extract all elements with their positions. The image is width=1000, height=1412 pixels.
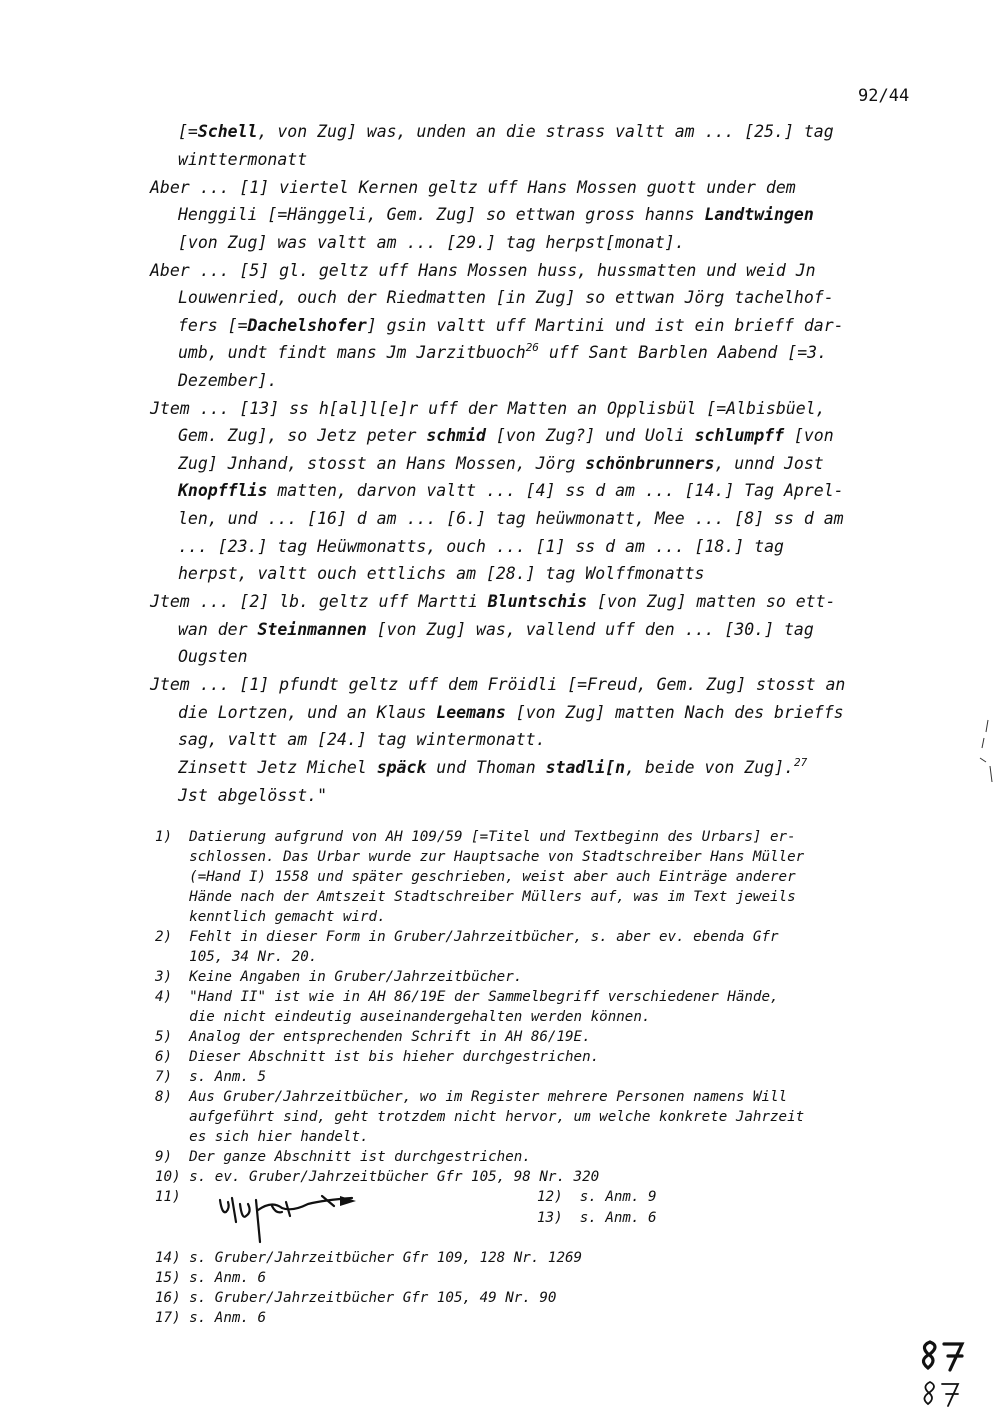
body-line: [178, 426, 834, 446]
body-line: [178, 288, 834, 308]
footnote-line: 13) s. Anm. 6: [537, 1210, 657, 1226]
footnote-line: Hände nach der Amtszeit Stadtschreiber Müllers auf, was im Text jeweils: [155, 889, 796, 905]
body-text-run: und Thoman: [426, 758, 546, 777]
body-text-run: stadli[n: [545, 758, 626, 777]
body-line: [178, 703, 844, 723]
footnote-line: 1) Datierung aufgrund von AH 109/59 [=Titel und Textbeginn des Urbars] er-: [155, 829, 796, 845]
body-text-run: [von: [784, 426, 834, 445]
body-text-run: Jtem ... [2] lb. geltz uff Martti: [150, 592, 488, 611]
footnote-line: aufgeführt sind, geht trotzdem nicht hervor, um welche konkrete Jahrzeit: [155, 1109, 805, 1125]
footnote-line: es sich hier handelt.: [155, 1129, 369, 1145]
footnote-line: (=Hand I) 1558 und später geschrieben, weist aber auch Einträge anderer: [155, 869, 796, 885]
body-line: [178, 509, 844, 529]
body-text-run: matten, darvon valtt ... [4] ss d am ... [14.] Tag Aprel-: [267, 481, 844, 500]
body-text-run: len, und ... [16] d am ... [6.] tag heüwmonatt, Mee ... [8] ss d am: [178, 509, 844, 528]
body-line: [178, 647, 248, 667]
body-line: [150, 178, 796, 198]
body-text-run: [von Zug] matten so ett-: [587, 592, 836, 611]
body-text-run: [von Zug] was, vallend uff den ... [30.] tag: [366, 620, 814, 639]
body-text-run: ... [23.] tag Heüwmonatts, ouch ... [1] ss d am ... [18.] tag: [178, 537, 784, 556]
body-text-run: Aber ... [1] viertel Kernen geltz uff Hans Mossen guott under dem: [150, 178, 796, 197]
body-line: [178, 122, 834, 142]
body-text-run: [von Zug] was valtt am ... [29.] tag herpst[monat].: [178, 233, 685, 252]
footnote-line: 6) Dieser Abschnitt ist bis hieher durchgestrichen.: [155, 1049, 600, 1065]
body-line: [178, 316, 844, 336]
body-text-run: Henggili [=Hänggeli, Gem. Zug] so ettwan gross hanns: [178, 205, 705, 224]
body-text-run: Jtem ... [13] ss h[al]l[e]r uff der Matten an Opplisbül [=Albisbüel,: [150, 399, 826, 418]
body-text-run: Gem. Zug], so Jetz peter: [178, 426, 427, 445]
body-text-run: wan der: [178, 620, 258, 639]
footnote-line: 2) Fehlt in dieser Form in Gruber/Jahrzeitbücher, s. aber ev. ebenda Gfr: [155, 929, 779, 945]
footnote-line: 9) Der ganze Abschnitt ist durchgestrichen.: [155, 1149, 531, 1165]
body-text-run: umb, undt findt mans Jm Jarzitbuoch: [178, 343, 526, 362]
body-text-run: sag, valtt am [24.] tag wintermonatt.: [178, 730, 546, 749]
footnote-line: 5) Analog der entsprechenden Schrift in AH 86/19E.: [155, 1029, 591, 1045]
body-line: [178, 786, 327, 806]
body-text-run: [von Zug] matten Nach des brieffs: [505, 703, 844, 722]
body-text-run: Louwenried, ouch der Riedmatten [in Zug] so ettwan Jörg tachelhof-: [178, 288, 834, 307]
body-text-run: [von Zug?] und Uoli: [485, 426, 695, 445]
body-text-run: Zinsett Jetz Michel: [178, 758, 377, 777]
footnote-line: 8) Aus Gruber/Jahrzeitbücher, wo im Register mehrere Personen namens Will: [155, 1089, 788, 1105]
body-text-run: , von Zug] was, unden an die strass valtt am ... [25.] tag: [257, 122, 834, 141]
body-line: [178, 371, 277, 391]
body-text-run: 26: [525, 341, 539, 354]
body-text-run: Schell: [197, 122, 258, 141]
footnote-line: 17) s. Anm. 6: [155, 1310, 267, 1326]
footnote-line: 4) "Hand II" ist wie in AH 86/19E der Sammelbegriff verschiedener Hände,: [155, 989, 779, 1005]
body-text-run: Ougsten: [178, 647, 248, 666]
handwritten-page-stamp: [916, 1334, 976, 1412]
body-line: [178, 205, 814, 225]
body-text-run: 27: [793, 756, 808, 769]
body-line: [178, 343, 827, 363]
body-text-run: schlumpff: [694, 426, 784, 445]
body-text-run: späck: [376, 758, 427, 777]
body-text-run: , unnd Jost: [714, 454, 824, 473]
footnote-line: 14) s. Gruber/Jahrzeitbücher Gfr 109, 128 Nr. 1269: [155, 1250, 583, 1266]
body-text-run: Jtem ... [1] pfundt geltz uff dem Fröidli [=Freud, Gem. Zug] stosst an: [150, 675, 846, 694]
body-line: [178, 564, 705, 584]
body-text-run: Aber ... [5] gl. geltz uff Hans Mossen huss, hussmatten und weid Jn: [150, 261, 816, 280]
footnote-line: kenntlich gemacht wird.: [155, 909, 386, 925]
body-text-run: Bluntschis: [487, 592, 588, 611]
body-line: [178, 150, 307, 170]
body-text-run: schönbrunners: [585, 454, 715, 473]
body-text-run: die Lortzen, und an Klaus: [178, 703, 437, 722]
footnote-line: 7) s. Anm. 5: [155, 1069, 267, 1085]
body-line: [178, 481, 844, 501]
body-line: [178, 620, 814, 640]
body-text-run: schmid: [426, 426, 486, 445]
footnote-line: 11): [155, 1189, 181, 1205]
margin-scribble: [978, 718, 998, 792]
body-text-run: , beide von Zug].: [625, 758, 794, 777]
footnote-line: 10) s. ev. Gruber/Jahrzeitbücher Gfr 105, 98 Nr. 320: [155, 1169, 600, 1185]
body-text-run: ] gsin valtt uff Martini und ist ein brieff dar-: [366, 316, 844, 335]
body-text-run: Jst abgelösst.": [178, 786, 328, 805]
body-text-run: Dachelshofer: [247, 316, 367, 335]
body-text-run: winttermonatt: [178, 150, 308, 169]
footnote-line: 16) s. Gruber/Jahrzeitbücher Gfr 105, 49 Nr. 90: [155, 1290, 557, 1306]
body-text-run: herpst, valtt ouch ettlichs am [28.] tag Wolffmonatts: [178, 564, 705, 583]
footnote-line: die nicht eindeutig auseinandergehalten werden können.: [155, 1009, 651, 1025]
body-text-run: [=: [178, 122, 198, 141]
footnote-line: 12) s. Anm. 9: [537, 1189, 657, 1205]
body-text-run: Landtwingen: [704, 205, 814, 224]
body-line: [150, 592, 835, 612]
body-line: [178, 454, 824, 474]
body-text-run: Zug] Jnhand, stosst an Hans Mossen, Jörg: [178, 454, 586, 473]
body-text-run: uff Sant Barblen Aabend [=3.: [538, 343, 828, 362]
body-text-run: fers [=: [178, 316, 248, 335]
body-text-run: Steinmannen: [257, 620, 367, 639]
handwritten-signature: [212, 1190, 362, 1250]
footnote-line: 3) Keine Angaben in Gruber/Jahrzeitbücher.: [155, 969, 523, 985]
body-line: [178, 730, 546, 750]
body-line: [150, 399, 826, 419]
body-line: [150, 261, 816, 281]
body-line: [150, 675, 845, 695]
body-line: [178, 758, 807, 778]
body-text-run: Dezember].: [178, 371, 278, 390]
footnote-line: 15) s. Anm. 6: [155, 1270, 267, 1286]
body-text-run: Leemans: [436, 703, 506, 722]
body-text-run: Knopfflis: [178, 481, 268, 500]
footnote-line: 105, 34 Nr. 20.: [155, 949, 318, 965]
page-number: 92/44: [858, 86, 910, 106]
body-line: [178, 233, 685, 253]
footnote-line: schlossen. Das Urbar wurde zur Hauptsache von Stadtschreiber Hans Müller: [155, 849, 805, 865]
body-line: [178, 537, 784, 557]
